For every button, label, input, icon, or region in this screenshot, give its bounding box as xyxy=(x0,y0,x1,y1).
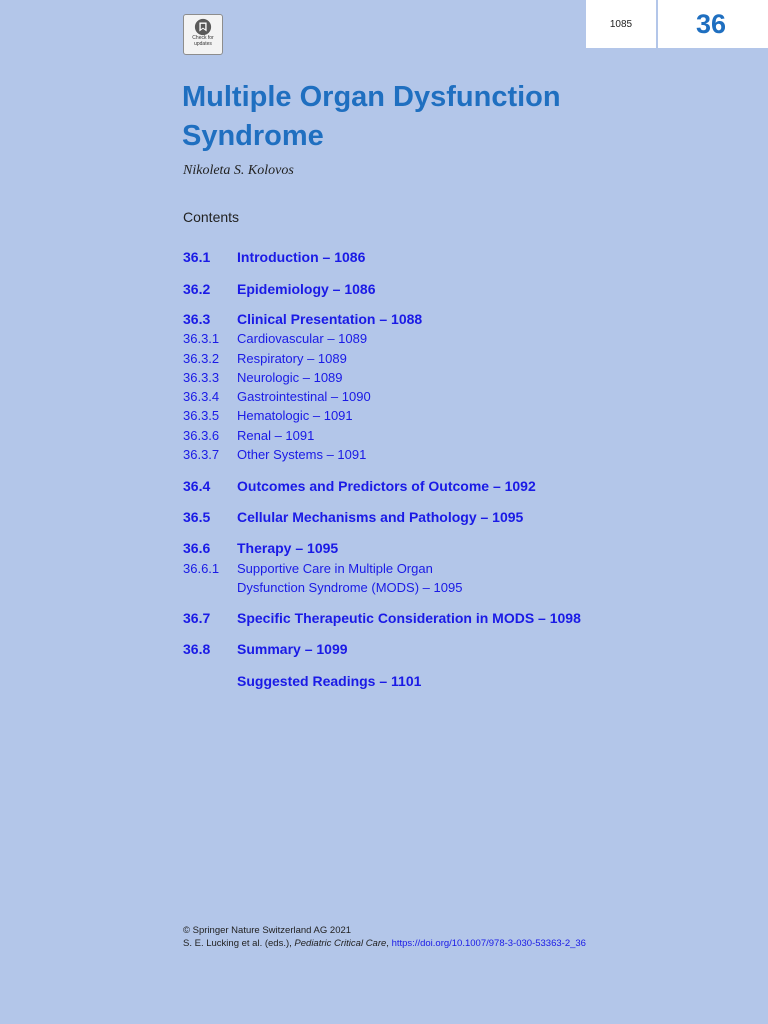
badge-label xyxy=(185,36,221,47)
toc-label: Epidemiology – 1086 xyxy=(237,281,376,297)
toc-number: 36.3 xyxy=(183,311,211,327)
author-name: Nikoleta S. Kolovos xyxy=(183,163,294,178)
badge-label-line1: Check for xyxy=(192,35,214,41)
toc-label: Outcomes and Predictors of Outcome – 1092 xyxy=(237,478,536,494)
toc-number: 36.4 xyxy=(183,478,211,494)
toc-number: 36.6 xyxy=(183,540,211,556)
toc-label: Gastrointestinal – 1090 xyxy=(237,389,371,404)
toc-number: 36.8 xyxy=(183,641,211,657)
citation-authors: S. E. Lucking et al. (eds.), xyxy=(183,938,295,949)
toc-label: Dysfunction Syndrome (MODS) – 1095 xyxy=(237,580,463,595)
citation-line xyxy=(183,937,586,950)
toc-label: Supportive Care in Multiple Organ xyxy=(237,561,433,576)
toc-number: 36.3.3 xyxy=(183,370,220,385)
update-bookmark-icon xyxy=(194,18,212,36)
chapter-number-box xyxy=(658,0,768,48)
toc-number: 36.6.1 xyxy=(183,561,220,576)
toc-number: 36.3.7 xyxy=(183,447,220,462)
copyright-footer xyxy=(183,924,586,950)
toc-label: Clinical Presentation – 1088 xyxy=(237,311,423,327)
page-number: 1085 xyxy=(609,18,633,30)
toc-number: 36.7 xyxy=(183,610,211,626)
contents-heading: Contents xyxy=(183,209,240,225)
badge-label-line2: updates xyxy=(194,40,212,47)
citation-separator: , xyxy=(386,938,392,949)
toc-label: Hematologic – 1091 xyxy=(237,408,353,423)
chapter-number: 36 xyxy=(696,8,727,39)
chapter-title xyxy=(182,78,662,156)
toc-number: 36.3.5 xyxy=(183,408,220,423)
toc-number: 36.5 xyxy=(183,509,211,525)
check-for-updates-badge[interactable] xyxy=(183,14,223,55)
toc-label: Specific Therapeutic Consideration in MODS – 1098 xyxy=(237,610,581,626)
toc-number: 36.2 xyxy=(183,281,211,297)
page-number-box xyxy=(586,0,656,48)
toc-number: 36.3.4 xyxy=(183,389,220,404)
toc-number: 36.3.2 xyxy=(183,351,220,366)
toc-number: 36.3.1 xyxy=(183,331,220,346)
toc-label: Cardiovascular – 1089 xyxy=(237,331,368,346)
toc-number: 36.1 xyxy=(183,249,211,265)
toc-number: 36.3.6 xyxy=(183,428,220,443)
book-title: Pediatric Critical Care xyxy=(294,938,387,949)
toc-label: Other Systems – 1091 xyxy=(237,447,367,462)
toc-label: Suggested Readings – 1101 xyxy=(237,673,422,689)
toc-label: Renal – 1091 xyxy=(237,428,315,443)
toc-label: Neurologic – 1089 xyxy=(237,370,343,385)
toc-label: Therapy – 1095 xyxy=(237,540,339,556)
toc-label: Introduction – 1086 xyxy=(237,249,366,265)
toc-label: Respiratory – 1089 xyxy=(237,351,347,366)
chapter-title-line1: Multiple Organ Dysfunction xyxy=(182,81,561,113)
toc-label: Cellular Mechanisms and Pathology – 1095 xyxy=(237,509,524,525)
copyright-line: © Springer Nature Switzerland AG 2021 xyxy=(183,925,352,936)
chapter-title-line2: Syndrome xyxy=(182,120,324,152)
toc-label: Summary – 1099 xyxy=(237,641,348,657)
doi-link[interactable]: https://doi.org/10.1007/978-3-030-53363-2_36 xyxy=(391,938,586,949)
